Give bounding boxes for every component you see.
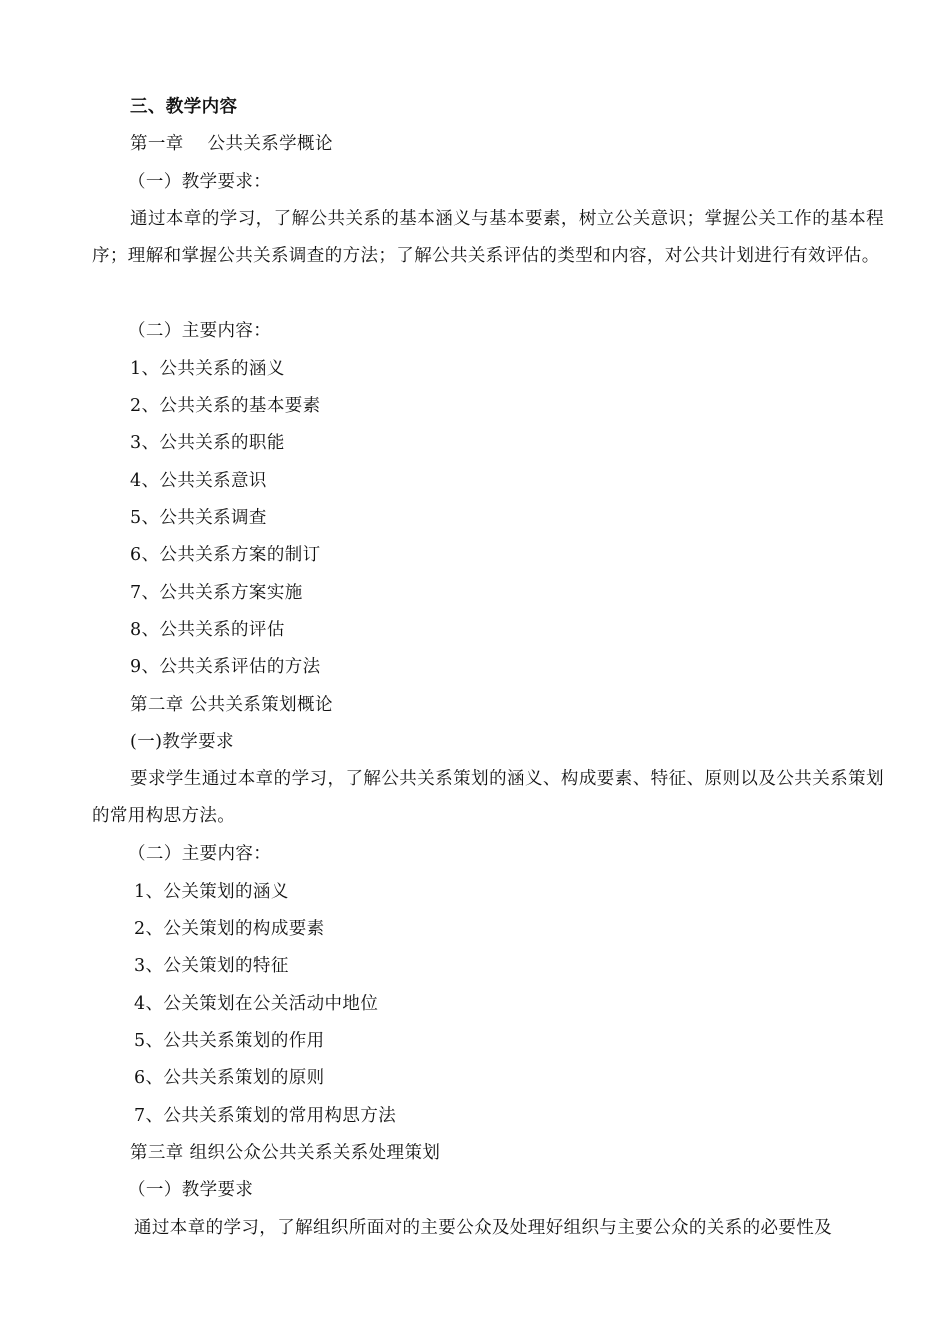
list-item: 5、公共关系策划的作用 xyxy=(134,1031,325,1051)
section-title: 三、教学内容 xyxy=(130,97,238,117)
chapter-3-requirements-text: 通过本章的学习，了解组织所面对的主要公众及处理好组织与主要公众的关系的必要性及 xyxy=(134,1218,833,1238)
list-item: 2、公共关系的基本要素 xyxy=(130,396,321,416)
list-item: 3、公关策划的特征 xyxy=(134,956,289,976)
chapter-2-requirements-text: 要求学生通过本章的学习，了解公共关系策划的涵义、构成要素、特征、原则以及公共关系策划的常用构思方法。 xyxy=(92,769,884,827)
chapter-1-title: 第一章 公共关系学概论 xyxy=(130,134,333,154)
chapter-1-requirements-text: 通过本章的学习，了解公共关系的基本涵义与基本要素，树立公关意识；掌握公关工作的基本程序；理解和掌握公共关系调查的方法；了解公共关系评估的类型和内容，对公共计划进行有效评估。 xyxy=(92,209,884,267)
list-item: 7、公共关系策划的常用构思方法 xyxy=(134,1106,397,1126)
chapter-3-title: 第三章 组织公众公共关系关系处理策划 xyxy=(130,1143,441,1163)
chapter-1-content-heading: （二）主要内容： xyxy=(128,321,272,341)
list-item: 7、公共关系方案实施 xyxy=(130,583,303,603)
list-item: 4、公共关系意识 xyxy=(130,471,267,491)
list-item: 3、公共关系的职能 xyxy=(130,433,285,453)
chapter-3-requirements-heading: （一）教学要求 xyxy=(128,1180,254,1200)
list-item: 9、公共关系评估的方法 xyxy=(130,657,321,677)
list-item: 6、公共关系方案的制订 xyxy=(130,545,321,565)
list-item: 4、公关策划在公关活动中地位 xyxy=(134,994,379,1014)
list-item: 1、公共关系的涵义 xyxy=(130,359,285,379)
chapter-1-requirements-heading: （一）教学要求： xyxy=(128,172,272,192)
chapter-2-content-heading: （二）主要内容： xyxy=(128,844,272,864)
chapter-2-requirements-heading: (一)教学要求 xyxy=(130,732,234,752)
list-item: 5、公共关系调查 xyxy=(130,508,267,528)
list-item: 1、公关策划的涵义 xyxy=(134,882,289,902)
list-item: 8、公共关系的评估 xyxy=(130,620,285,640)
list-item: 6、公共关系策划的原则 xyxy=(134,1068,325,1088)
chapter-2-title: 第二章 公共关系策划概论 xyxy=(130,695,333,715)
list-item: 2、公关策划的构成要素 xyxy=(134,919,325,939)
